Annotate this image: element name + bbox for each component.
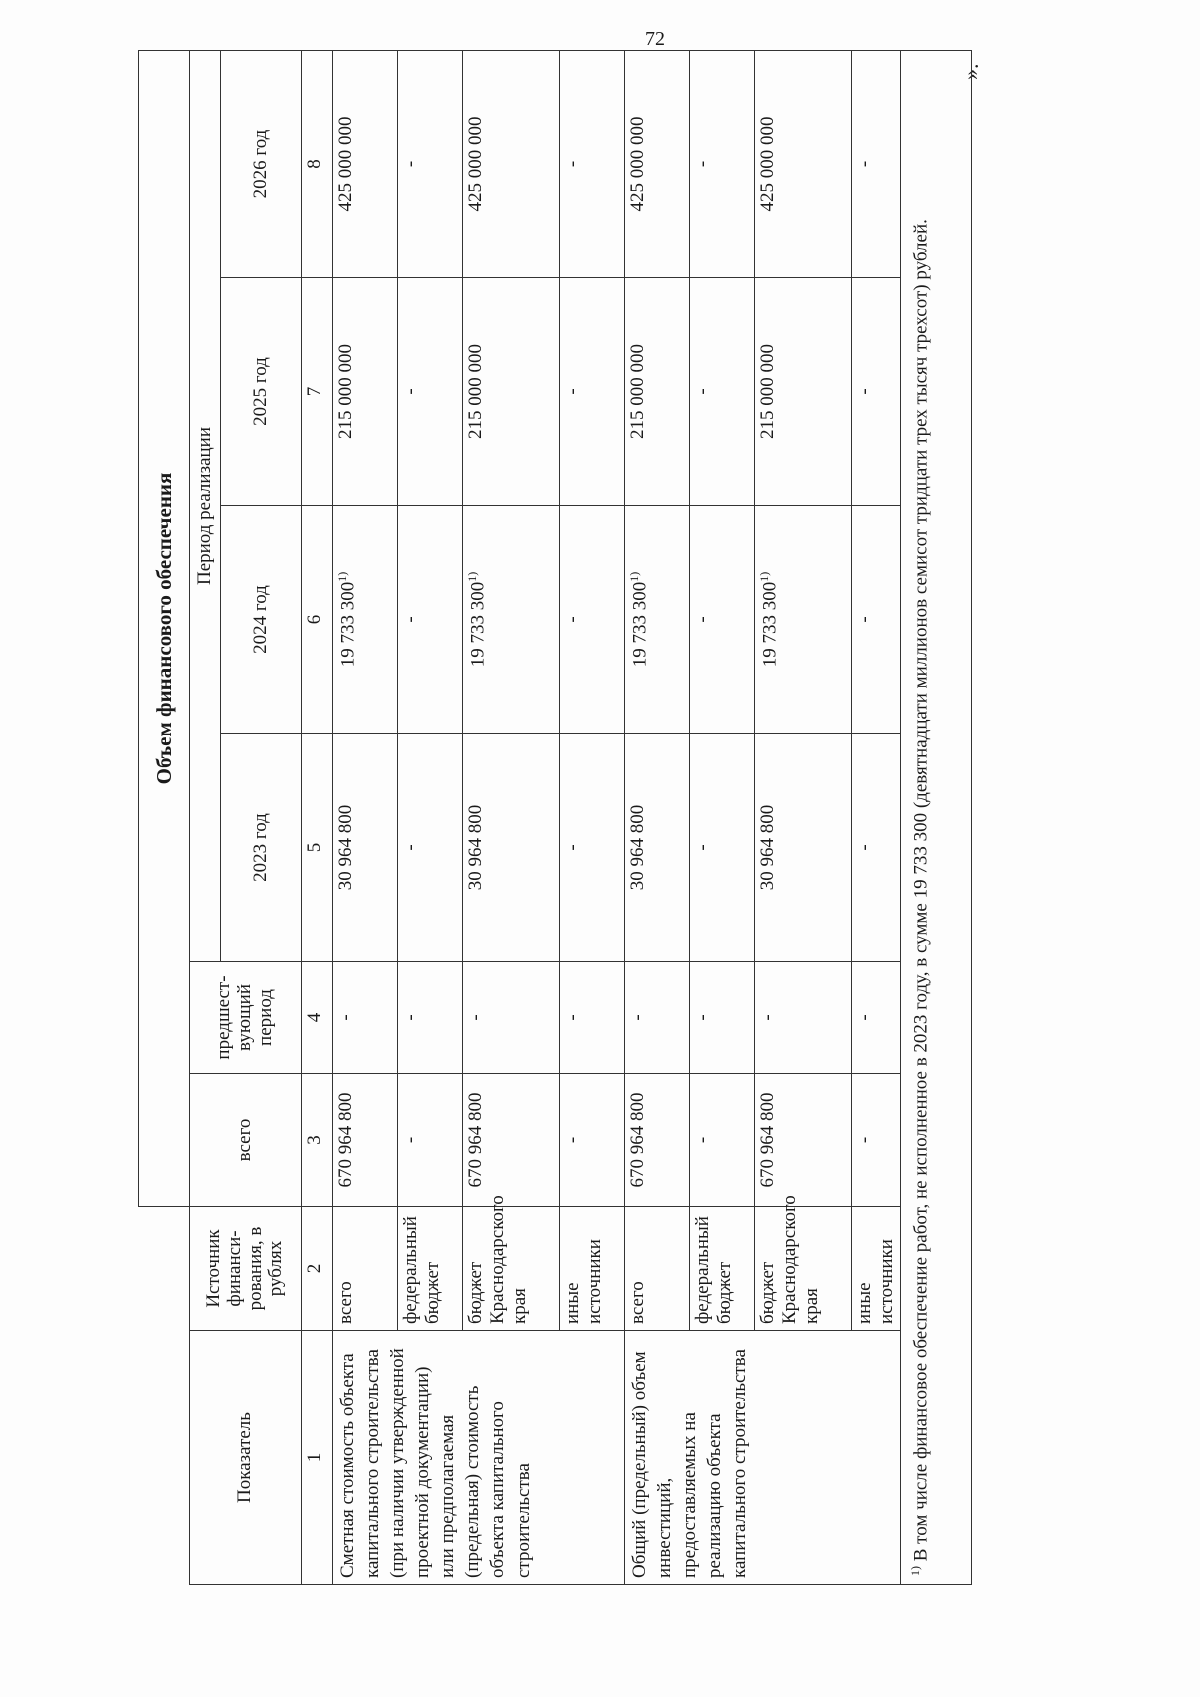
value-cell: 30 964 800 — [333, 734, 398, 962]
value-cell: - — [755, 962, 852, 1074]
table-title: Объем финансового обеспечения — [139, 50, 190, 1206]
value-cell: 670 964 800 — [625, 1074, 690, 1207]
source-cell: федеральный бюджет — [398, 1207, 463, 1331]
value-cell: - — [690, 734, 755, 962]
value-cell: 670 964 800 — [333, 1074, 398, 1207]
indicator-estimated-cost: Сметная стоимость объекта капитального строительства (при наличии утвержденной проектной документации) или предполагаемая (предельная) стоимость объекта капитального строительства — [333, 1331, 625, 1585]
value-cell: 30 964 800 — [463, 734, 560, 962]
header-2025: 2025 год — [221, 278, 302, 506]
table-row — [333, 50, 398, 1584]
value-cell: - — [625, 962, 690, 1074]
source-cell: бюджет Краснодарского края — [463, 1207, 560, 1331]
value-cell: - — [398, 278, 463, 506]
value-cell: - — [398, 962, 463, 1074]
footnote-ref: 1) — [465, 571, 479, 582]
value-cell: - — [560, 1074, 625, 1207]
source-cell: всего — [333, 1207, 398, 1331]
header-previous-period: предшест-вующий период — [190, 962, 302, 1074]
page-number: 72 — [645, 28, 665, 50]
footnote — [900, 50, 971, 1584]
value-cell: - — [690, 50, 755, 277]
value-cell: - — [398, 50, 463, 277]
value-2024: 19 733 300 — [759, 581, 781, 668]
value-cell: 670 964 800 — [463, 1074, 560, 1207]
value-cell-2024 — [333, 506, 398, 734]
value-cell: - — [690, 962, 755, 1074]
value-2024: 19 733 300 — [629, 581, 651, 668]
value-cell: - — [852, 962, 901, 1074]
value-cell: - — [398, 734, 463, 962]
source-cell: всего — [625, 1207, 690, 1331]
column-number-row — [302, 50, 333, 1584]
value-2024: 19 733 300 — [337, 581, 359, 668]
value-cell: 425 000 000 — [333, 50, 398, 277]
header-2026: 2026 год — [221, 50, 302, 277]
value-cell: 30 964 800 — [625, 734, 690, 962]
header-2023: 2023 год — [221, 734, 302, 962]
value-cell: - — [852, 734, 901, 962]
value-cell: 425 000 000 — [625, 50, 690, 277]
value-cell: - — [852, 278, 901, 506]
column-number: 2 — [302, 1207, 333, 1331]
value-cell-2024 — [625, 506, 690, 734]
source-cell: иные источники — [560, 1207, 625, 1331]
value-cell: - — [852, 50, 901, 277]
table-row — [625, 50, 690, 1584]
column-number: 1 — [302, 1331, 333, 1585]
source-cell: бюджет Краснодарского края — [755, 1207, 852, 1331]
value-cell: 215 000 000 — [755, 278, 852, 506]
value-cell: 425 000 000 — [463, 50, 560, 277]
header-2024: 2024 год — [221, 506, 302, 734]
source-cell: федеральный бюджет — [690, 1207, 755, 1331]
value-cell: - — [852, 1074, 901, 1207]
value-cell: 215 000 000 — [463, 278, 560, 506]
value-cell: 30 964 800 — [755, 734, 852, 962]
value-cell: - — [852, 506, 901, 734]
footnote-marker: 1) — [907, 1566, 922, 1576]
value-cell: - — [398, 1074, 463, 1207]
column-number: 6 — [302, 506, 333, 734]
header-indicator: Показатель — [190, 1331, 302, 1585]
value-cell-2024 — [463, 506, 560, 734]
value-cell: 215 000 000 — [333, 278, 398, 506]
value-2024: 19 733 300 — [467, 581, 489, 668]
value-cell: - — [560, 506, 625, 734]
financing-table — [138, 50, 972, 1585]
column-number: 5 — [302, 734, 333, 962]
column-number: 8 — [302, 50, 333, 277]
column-number: 7 — [302, 278, 333, 506]
header-total: всего — [190, 1074, 302, 1207]
footnote-ref: 1) — [627, 571, 641, 582]
value-cell: 670 964 800 — [755, 1074, 852, 1207]
value-cell: - — [560, 962, 625, 1074]
value-cell: - — [690, 1074, 755, 1207]
source-cell: иные источники — [852, 1207, 901, 1331]
value-cell: - — [560, 50, 625, 277]
header-implementation-period: Период реализации — [190, 50, 221, 961]
value-cell: - — [560, 278, 625, 506]
value-cell: - — [398, 506, 463, 734]
header-source: Источник финанси-рования, в рублях — [190, 1207, 302, 1331]
value-cell: - — [463, 962, 560, 1074]
footnote-ref: 1) — [335, 571, 349, 582]
rotated-table-container — [138, 51, 946, 1585]
column-number: 3 — [302, 1074, 333, 1207]
column-number: 4 — [302, 962, 333, 1074]
value-cell: - — [690, 278, 755, 506]
value-cell: - — [690, 506, 755, 734]
footnote-text: В том числе финансовое обеспечение работ, не исполненное в 2023 году, в сумме 19 733 300 (девятнадцати миллионов семисот тридцати трех тысяч трехсот) рублей. — [910, 219, 932, 1566]
closing-quote-mark: ». — [958, 63, 983, 80]
footnote-ref: 1) — [757, 571, 771, 582]
value-cell-2024 — [755, 506, 852, 734]
value-cell: - — [560, 734, 625, 962]
value-cell: - — [333, 962, 398, 1074]
value-cell: 425 000 000 — [755, 50, 852, 277]
indicator-total-investment: Общий (предельный) объем инвестиций, предоставляемых на реализацию объекта капитального строительства — [625, 1331, 901, 1585]
value-cell: 215 000 000 — [625, 278, 690, 506]
